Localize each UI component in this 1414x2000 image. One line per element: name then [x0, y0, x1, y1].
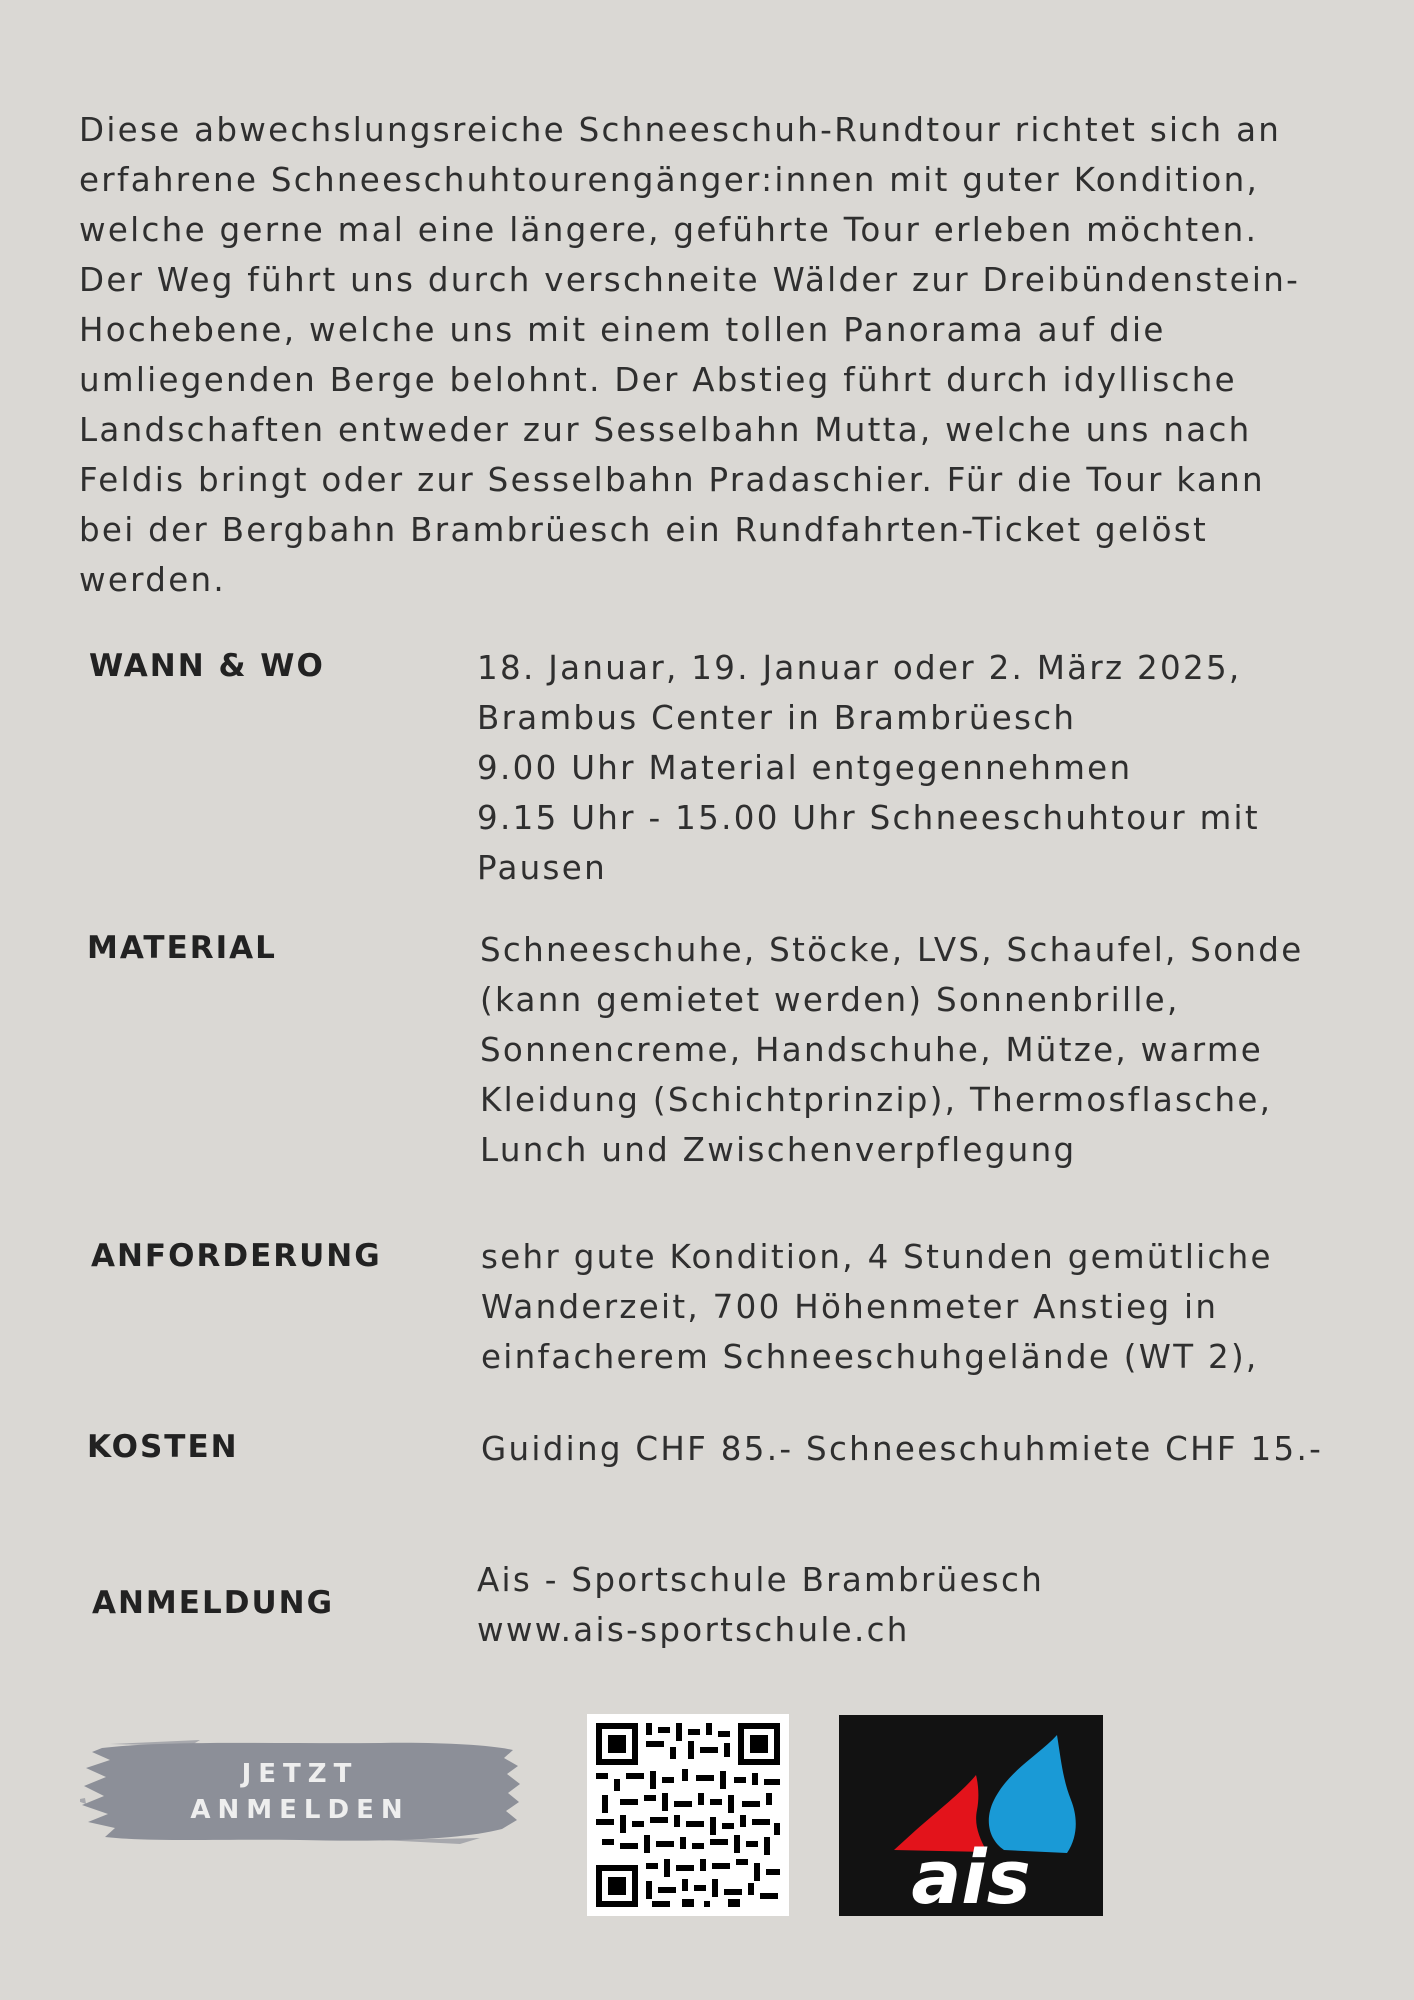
registration-value: Ais - Sportschule Brambrüesch www.ais-sportschule.ch	[477, 1561, 1045, 1649]
material-label: MATERIAL	[87, 930, 277, 966]
intro-paragraph: Diese abwechslungsreiche Schneeschuh-Rundtour richtet sich an erfahrene Schneeschuhtourengänger:innen mit guter Kondition, welche gerne mal eine längere, geführte Tour erleben möchten. Der Weg führt uns durch verschneite Wälder zur Dreibündenstein- Hochebene, welche uns mit einem tollen Panorama auf die umliegenden Berge belohnt. Der Abstieg führt durch idyllische Landschaften entweder zur Sesselbahn Mutta, welche uns nach Feldis bringt oder zur Sesselbahn Pradaschier. Für die Tour kann bei der Bergbahn Brambrüesch ein Rundfahrten-Ticket gelöst werden.	[79, 111, 1301, 599]
costs-value: Guiding CHF 85.- Schneeschuhmiete CHF 15.-	[481, 1430, 1324, 1468]
register-now-button[interactable]	[80, 1738, 520, 1846]
ais-logo	[839, 1715, 1103, 1916]
material-value: Schneeschuhe, Stöcke, LVS, Schaufel, Sonde (kann gemietet werden) Sonnenbrille, Sonnencreme, Handschuhe, Mütze, warme Kleidung (Schichtprinzip), Thermosflasche, Lunch und Zwischenverpflegung	[480, 931, 1304, 1169]
qr-code-icon	[596, 1723, 780, 1907]
qr-code[interactable]	[587, 1714, 789, 1916]
requirements-label: ANFORDERUNG	[91, 1238, 382, 1274]
register-now-label: JETZT ANMELDEN	[190, 1759, 410, 1825]
requirements-value: sehr gute Kondition, 4 Stunden gemütliche Wanderzeit, 700 Höhenmeter Anstieg in einfacherem Schneeschuhgelände (WT 2),	[481, 1238, 1273, 1376]
registration-label: ANMELDUNG	[92, 1585, 335, 1621]
when-where-value: 18. Januar, 19. Januar oder 2. März 2025, Brambus Center in Brambrüesch 9.00 Uhr Material entgegennehmen 9.15 Uhr - 15.00 Uhr Schneeschuhtour mit Pausen	[477, 649, 1260, 887]
ais-logo-icon	[839, 1715, 1103, 1916]
svg-text:ais: ais	[911, 1835, 1031, 1916]
when-where-label: WANN & WO	[89, 648, 325, 684]
costs-label: KOSTEN	[87, 1429, 239, 1465]
